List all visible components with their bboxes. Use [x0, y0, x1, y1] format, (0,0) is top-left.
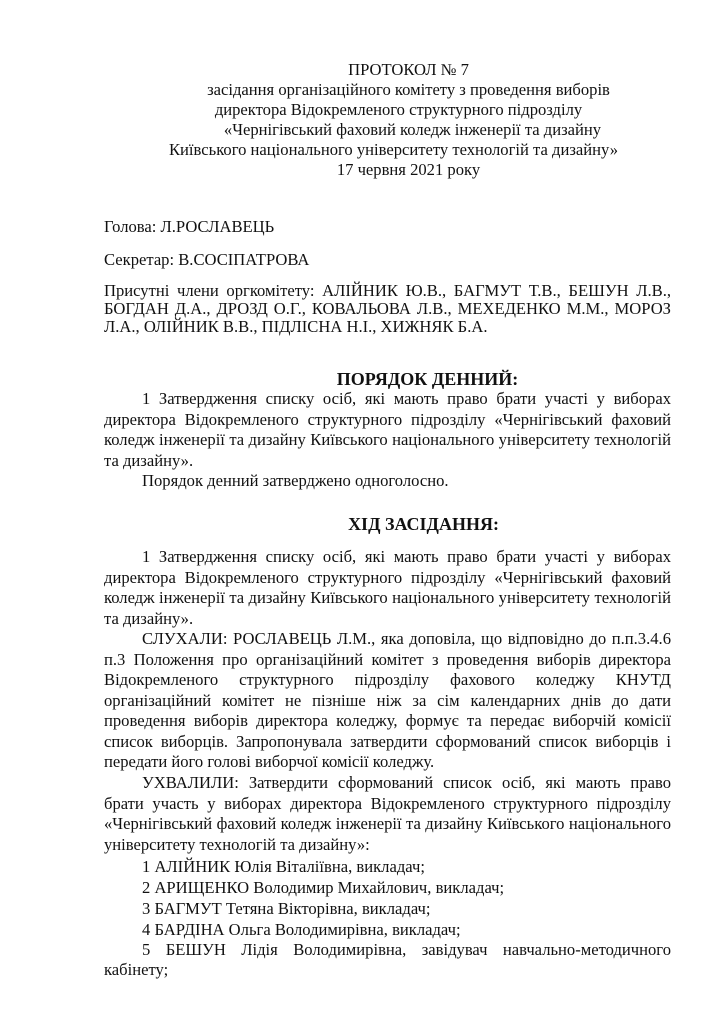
voter-item: 1 АЛІЙНИК Юлія Віталіївна, викладач; [142, 857, 425, 876]
protocol-header [104, 60, 671, 180]
agenda-approved: Порядок денний затверджено одноголосно. [142, 471, 449, 490]
members-present: Присутні члени оргкомітету: АЛІЙНИК Ю.В., БАГМУТ Т.В., БЕШУН Л.В., БОГДАН Д.А., ДРОЗД О.Г., КОВАЛЬОВА Л.В., МЕХЕДЕНКО М.М., МОРОЗ Л.А., ОЛІЙНИК В.В., ПІДЛІСНА Н.І., ХИЖНЯК Б.А. [104, 281, 671, 336]
subtitle-line: «Чернігівський фаховий коледж інженерії та дизайну [223, 120, 602, 139]
voter-item: 2 АРИЩЕНКО Володимир Михайлович, викладач; [142, 878, 505, 897]
secretary: Секретар: В.СОСІПАТРОВА [104, 250, 310, 269]
voter-list [104, 856, 671, 980]
voter-item: 3 БАГМУТ Тетяна Вікторівна, викладач; [142, 899, 431, 918]
protocol-date: 17 червня 2021 року [336, 160, 481, 179]
voter-item: 4 БАРДІНА Ольга Володимирівна, викладач; [142, 920, 461, 939]
subtitle-line: директора Відокремленого структурного підрозділу [214, 100, 583, 119]
chair: Голова: Л.РОСЛАВЕЦЬ [104, 217, 275, 236]
agenda-heading: ПОРЯДОК ДЕННИЙ: [336, 369, 519, 389]
heard-paragraph: СЛУХАЛИ: РОСЛАВЕЦЬ Л.М., яка доповіла, що відповідно до п.п.3.4.6 п.3 Положення про організаційний комітет з проведення виборів директора Відокремленого структурного підрозділу фахового коледжу КНУТД організаційний комітет не пізніше ніж за сім календарних днів до дати проведення виборів директора коледжу, формує та передає виборчій комісії список виборців. Запропонувала затвердити сформований список виборців і передати його голові виборчої комісії коледжу. [104, 629, 671, 771]
subtitle-line: засідання організаційного комітету з проведення виборів [207, 80, 610, 99]
agenda-item-1: 1 Затвердження списку осіб, які мають право брати участі у виборах директора Відокремленого структурного підрозділу «Чернігівський фаховий коледж інженерії та дизайну Київського національного університету технологій та дизайну». [104, 389, 671, 470]
resolved-paragraph: УХВАЛИЛИ: Затвердити сформований список осіб, які мають право брати участь у виборах директора Відокремленого структурного підрозділу «Чернігівський фаховий коледж інженерії та дизайну Київського національного університету технологій та дизайну»: [104, 773, 671, 854]
proceedings-heading: ХІД ЗАСІДАННЯ: [348, 514, 499, 534]
voter-item: 5 БЕШУН Лідія Володимирівна, завідувач навчально-методичного кабінету; [104, 940, 671, 979]
protocol-title: ПРОТОКОЛ № 7 [348, 60, 469, 79]
subtitle-line: Київського національного університету технологій та дизайну» [168, 140, 619, 159]
proceedings-item-1: 1 Затвердження списку осіб, які мають право брати участі у виборах директора Відокремленого структурного підрозділу «Чернігівський фаховий коледж інженерії та дизайну Київського національного університету технологій та дизайну». [104, 547, 671, 628]
